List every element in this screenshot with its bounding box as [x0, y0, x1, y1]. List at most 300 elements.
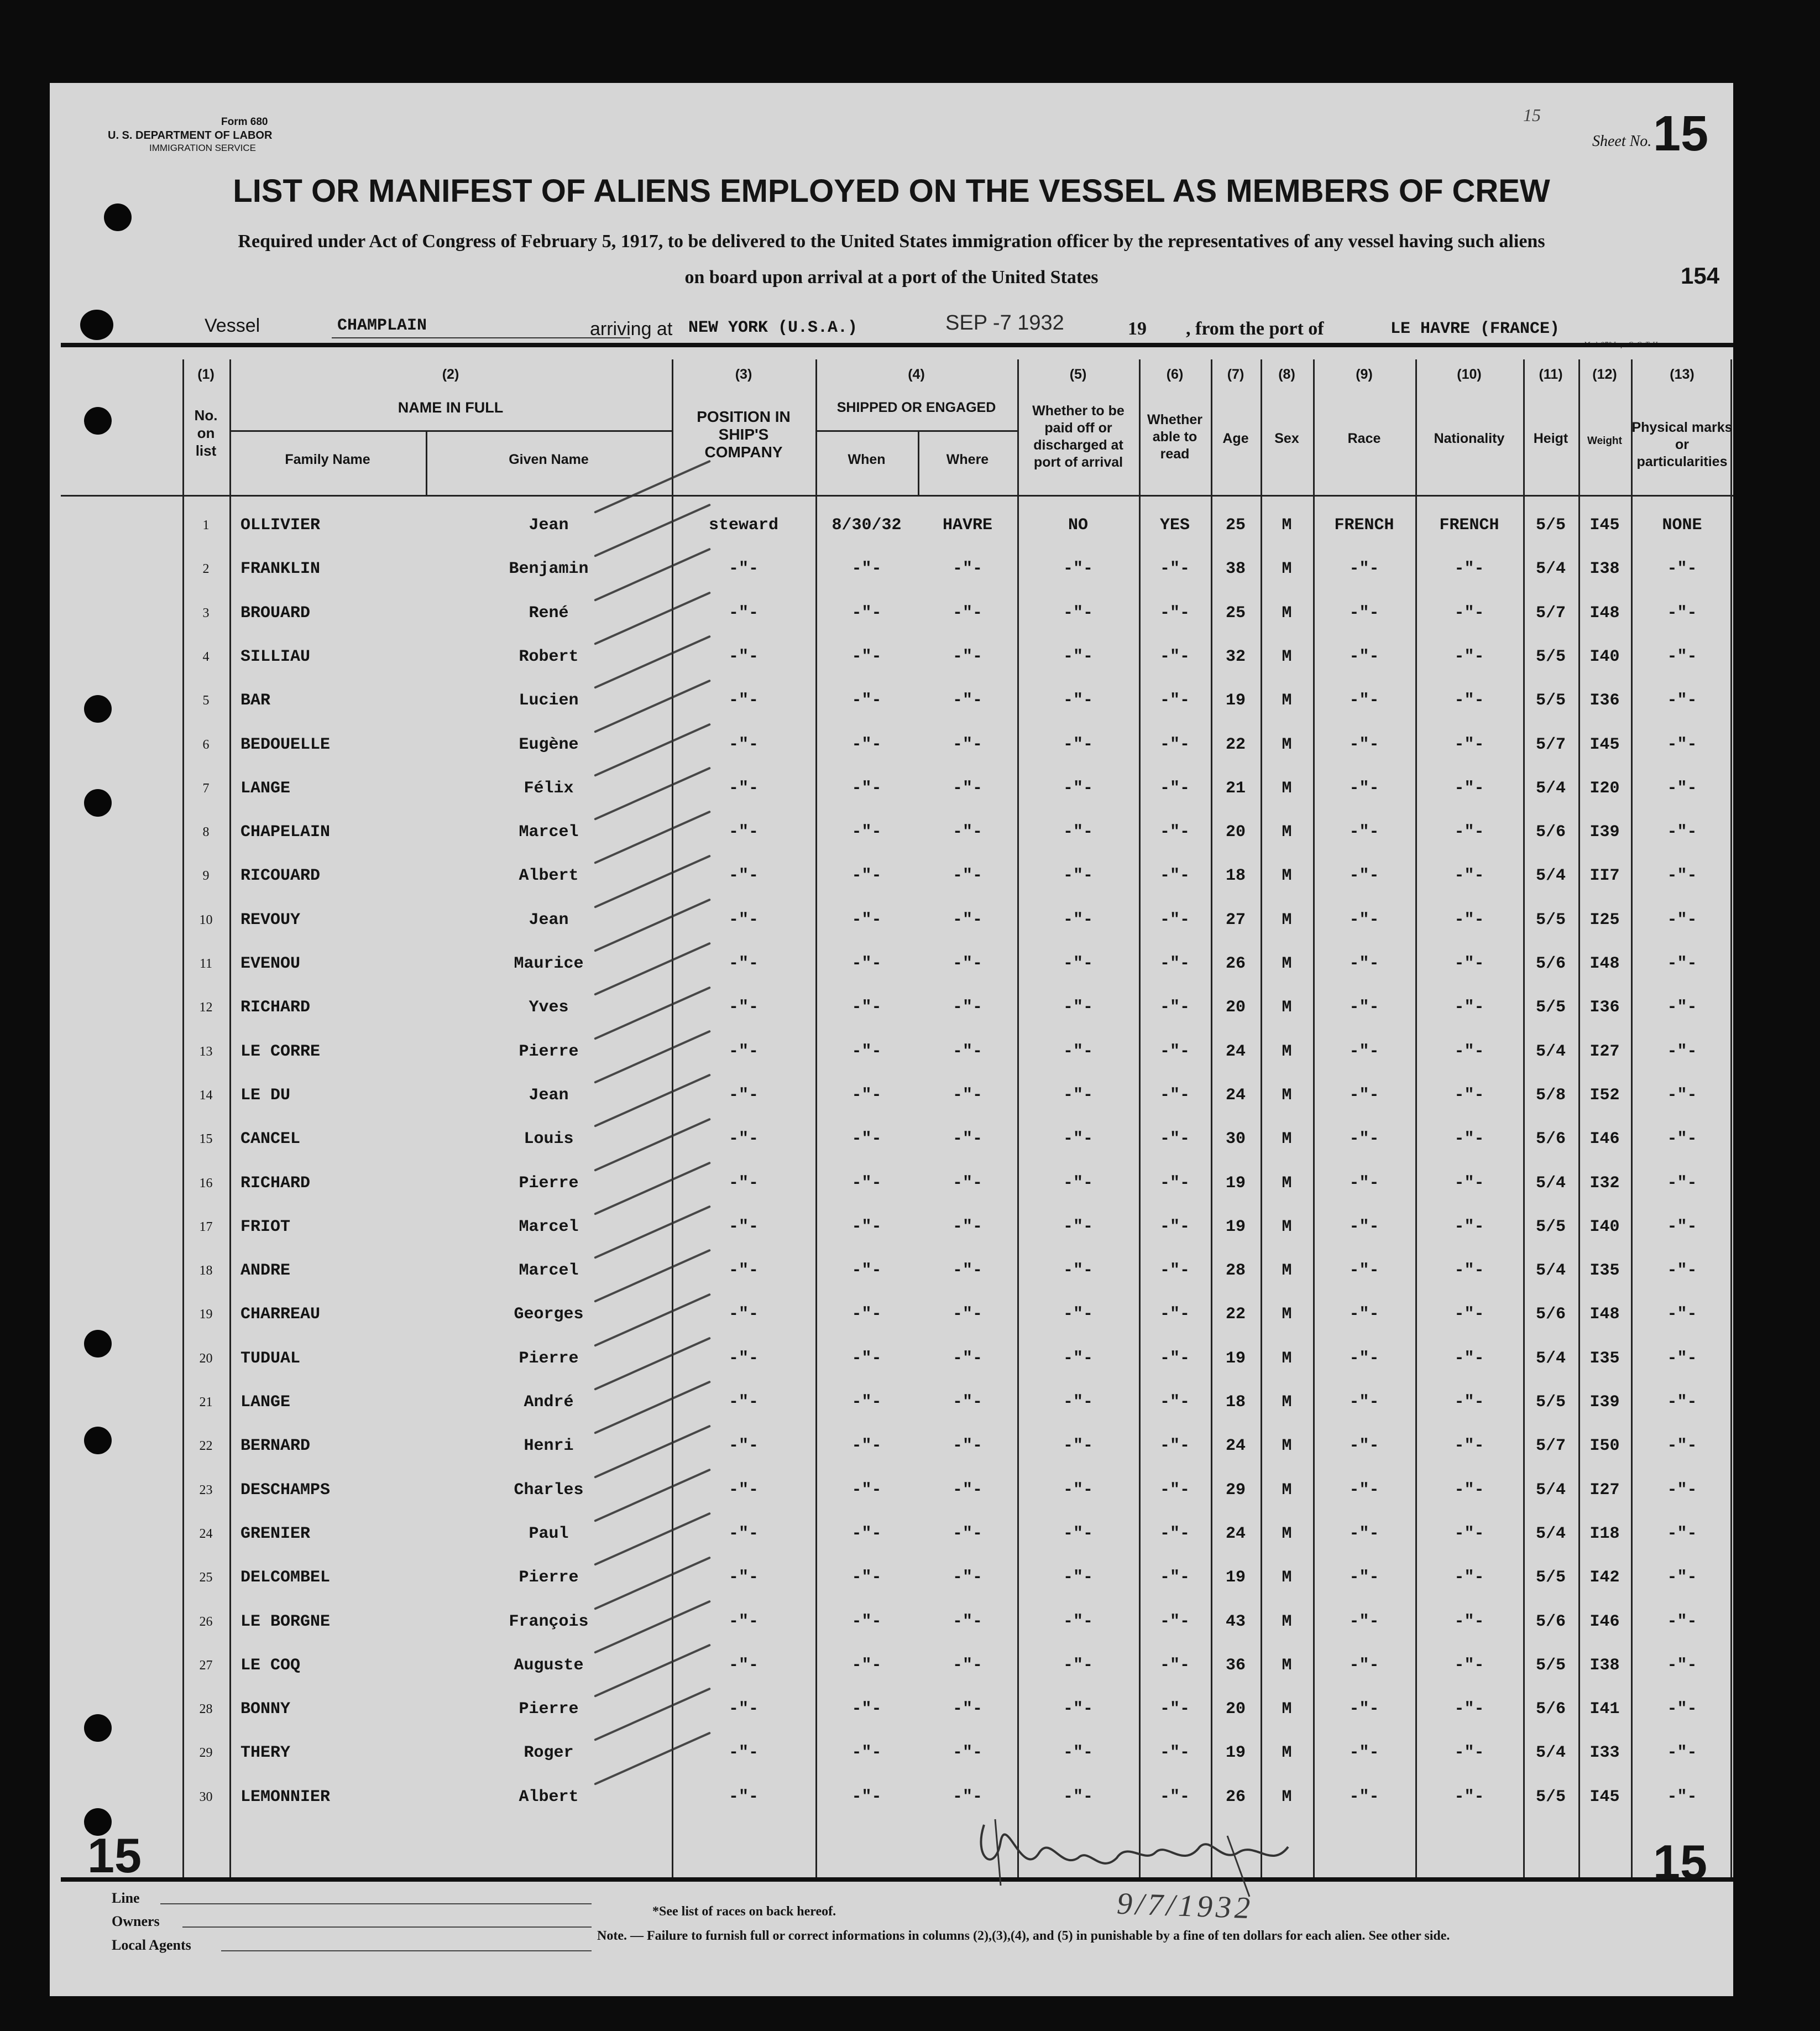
cell-height: 5/7 [1535, 1437, 1566, 1455]
cell-race: -"- [1349, 604, 1379, 623]
cell-family: CHAPELAIN [240, 823, 331, 842]
cell-paid: -"- [1063, 1305, 1093, 1324]
cell-read: -"- [1159, 1393, 1190, 1412]
cell-weight: I48 [1589, 954, 1620, 973]
cell-age: 38 [1225, 560, 1246, 578]
cell-when: -"- [851, 735, 882, 754]
cell-where: -"- [952, 1656, 982, 1675]
subtitle-line-2: on board upon arrival at a port of the United States [684, 267, 1099, 288]
cell-family: ANDRE [240, 1261, 291, 1280]
row-number: 10 [199, 913, 213, 927]
row-number: 6 [202, 738, 210, 752]
cell-family: LE DU [240, 1086, 291, 1105]
cell-race: -"- [1349, 1218, 1379, 1236]
row-number: 27 [199, 1658, 213, 1673]
cell-marks: -"- [1667, 560, 1697, 578]
cell-nat: -"- [1454, 1042, 1484, 1061]
cell-family: THERY [240, 1743, 291, 1762]
cell-sex: M [1282, 1788, 1292, 1807]
cell-given: Lucien [519, 691, 579, 710]
cell-when: -"- [851, 1788, 882, 1807]
cell-age: 27 [1225, 911, 1246, 930]
cell-when: -"- [851, 1218, 882, 1236]
cell-read: -"- [1159, 1174, 1190, 1193]
cell-height: 5/4 [1535, 1261, 1566, 1280]
cell-read: -"- [1159, 1086, 1190, 1105]
vessel-underline [332, 337, 630, 338]
cell-race: -"- [1349, 1437, 1379, 1455]
cell-nat: -"- [1454, 648, 1484, 666]
cell-race: -"- [1349, 691, 1379, 710]
cell-marks: -"- [1667, 1481, 1697, 1500]
cell-read: -"- [1159, 735, 1190, 754]
row-number: 4 [202, 650, 210, 664]
row-number: 9 [202, 869, 210, 883]
punch-hole [84, 789, 112, 817]
cell-pos: -"- [728, 560, 759, 578]
cell-sex: M [1282, 1700, 1292, 1719]
cell-where: -"- [952, 779, 982, 798]
col1-header: No. on list [194, 407, 218, 459]
cell-height: 5/5 [1535, 1393, 1566, 1412]
cell-paid: -"- [1063, 604, 1093, 623]
cell-paid: -"- [1063, 1042, 1093, 1061]
cell-given: François [509, 1612, 589, 1631]
cell-family: BAR [240, 691, 271, 710]
cell-family: TUDUAL [240, 1349, 301, 1368]
cell-nat: -"- [1454, 954, 1484, 973]
date-stamp: SEP -7 1932 [945, 311, 1064, 335]
cell-weight: I33 [1589, 1743, 1620, 1762]
cell-height: 5/5 [1535, 1788, 1566, 1807]
cell-where: -"- [952, 823, 982, 842]
subtitle-line-1: Required under Act of Congress of February 5, 1917, to be delivered to the United States immigration officer by the representatives of any vessel having such aliens [238, 231, 1545, 252]
cell-nat: -"- [1454, 1656, 1484, 1675]
cell-read: -"- [1159, 691, 1190, 710]
column-rule [1017, 359, 1019, 1877]
cell-race: -"- [1349, 1524, 1379, 1543]
cell-race: -"- [1349, 1305, 1379, 1324]
cell-age: 22 [1225, 1305, 1246, 1324]
subheader-rule [229, 430, 672, 432]
cell-nat: -"- [1454, 604, 1484, 623]
cell-read: -"- [1159, 1568, 1190, 1587]
cell-race: -"- [1349, 1568, 1379, 1587]
cell-paid: -"- [1063, 648, 1093, 666]
cell-age: 19 [1225, 691, 1246, 710]
cell-where: -"- [952, 998, 982, 1017]
cell-marks: -"- [1667, 1174, 1697, 1193]
cell-weight: I39 [1589, 823, 1620, 842]
cell-paid: -"- [1063, 1393, 1093, 1412]
arriving-port: NEW YORK (U.S.A.) [688, 319, 858, 337]
page-title: LIST OR MANIFEST OF ALIENS EMPLOYED ON THE VESSEL AS MEMBERS OF CREW [233, 173, 1550, 209]
cell-marks: -"- [1667, 866, 1697, 885]
row-number: 7 [202, 781, 210, 796]
agents-label: Local Agents [112, 1937, 191, 1953]
cell-sex: M [1282, 1743, 1292, 1762]
cell-family: LE COQ [240, 1656, 301, 1675]
cell-family: EVENOU [240, 954, 301, 973]
row-number: 26 [199, 1615, 213, 1629]
cell-nat: -"- [1454, 1612, 1484, 1631]
cell-given: Paul [529, 1524, 569, 1543]
cell-race: -"- [1349, 1612, 1379, 1631]
cell-given: Benjamin [509, 560, 589, 578]
cell-height: 5/5 [1535, 648, 1566, 666]
column-rule [182, 359, 184, 1877]
col2-number: (2) [442, 367, 459, 382]
cell-given: Charles [514, 1481, 584, 1500]
cell-race: -"- [1349, 1700, 1379, 1719]
cell-height: 5/4 [1535, 1524, 1566, 1543]
cell-weight: I39 [1589, 1393, 1620, 1412]
col4-header: SHIPPED OR ENGAGED [836, 400, 996, 415]
cell-read: -"- [1159, 1305, 1190, 1324]
cell-where: -"- [952, 1393, 982, 1412]
cell-family: BERNARD [240, 1437, 311, 1455]
cell-pos: -"- [728, 911, 759, 930]
cell-marks: -"- [1667, 1218, 1697, 1236]
sheet-label: Sheet No. [1592, 133, 1652, 150]
cell-pos: -"- [728, 1261, 759, 1280]
cell-read: -"- [1159, 1218, 1190, 1236]
row-number: 11 [199, 957, 213, 971]
cell-read: -"- [1159, 954, 1190, 973]
cell-paid: -"- [1063, 1349, 1093, 1368]
cell-family: LANGE [240, 1393, 291, 1412]
cell-height: 5/6 [1535, 1700, 1566, 1719]
cell-height: 5/5 [1535, 1656, 1566, 1675]
cell-paid: NO [1068, 516, 1088, 535]
cell-age: 19 [1225, 1218, 1246, 1236]
row-number: 8 [202, 825, 210, 839]
cell-where: -"- [952, 1218, 982, 1236]
col6-number: (6) [1166, 367, 1184, 382]
cell-paid: -"- [1063, 866, 1093, 885]
cell-given: Albert [519, 866, 579, 885]
cell-marks: -"- [1667, 1524, 1697, 1543]
col13-header: Physical marks or particularities [1631, 420, 1733, 469]
cell-sex: M [1282, 1568, 1292, 1587]
cell-read: -"- [1159, 1788, 1190, 1807]
cell-given: Georges [514, 1305, 584, 1324]
cell-when: -"- [851, 954, 882, 973]
cell-weight: I40 [1589, 648, 1620, 666]
cell-race: FRENCH [1334, 516, 1394, 535]
cell-when: -"- [851, 823, 882, 842]
cell-when: -"- [851, 560, 882, 578]
cell-where: -"- [952, 560, 982, 578]
cell-sex: M [1282, 1086, 1292, 1105]
cell-pos: -"- [728, 1218, 759, 1236]
cell-given: Jean [529, 911, 569, 930]
cell-weight: I45 [1589, 1788, 1620, 1807]
cell-age: 24 [1225, 1437, 1246, 1455]
column-rule [1578, 359, 1580, 1877]
col10-number: (10) [1457, 367, 1482, 382]
cell-height: 5/4 [1535, 866, 1566, 885]
cell-when: -"- [851, 691, 882, 710]
cell-paid: -"- [1063, 954, 1093, 973]
cell-marks: -"- [1667, 648, 1697, 666]
cell-marks: -"- [1667, 604, 1697, 623]
cell-sex: M [1282, 1437, 1292, 1455]
cell-when: -"- [851, 648, 882, 666]
cell-height: 5/5 [1535, 516, 1566, 535]
cell-age: 20 [1225, 823, 1246, 842]
cell-pos: -"- [728, 779, 759, 798]
col6-header: Whether able to read [1147, 412, 1202, 462]
cell-nat: -"- [1454, 1393, 1484, 1412]
cell-nat: -"- [1454, 735, 1484, 754]
cell-where: -"- [952, 1788, 982, 1807]
cell-when: -"- [851, 1524, 882, 1543]
cell-race: -"- [1349, 1174, 1379, 1193]
cell-race: -"- [1349, 779, 1379, 798]
cell-given: Roger [524, 1743, 574, 1762]
cell-sex: M [1282, 1612, 1292, 1631]
cell-age: 19 [1225, 1743, 1246, 1762]
table-top-rule [61, 343, 1733, 347]
cell-where: -"- [952, 866, 982, 885]
cell-pos: -"- [728, 954, 759, 973]
cell-sex: M [1282, 954, 1292, 973]
cell-given: Robert [519, 648, 579, 666]
cell-when: -"- [851, 1174, 882, 1193]
cell-age: 25 [1225, 604, 1246, 623]
cell-pos: -"- [728, 1393, 759, 1412]
cell-sex: M [1282, 516, 1292, 535]
col11-header: Heigt [1533, 431, 1568, 446]
cell-age: 20 [1225, 1700, 1246, 1719]
cell-pos: -"- [728, 604, 759, 623]
cell-weight: I45 [1589, 735, 1620, 754]
cell-marks: -"- [1667, 1130, 1697, 1148]
cell-race: -"- [1349, 823, 1379, 842]
row-number: 19 [199, 1307, 213, 1322]
punch-hole [84, 1714, 112, 1742]
cell-weight: I42 [1589, 1568, 1620, 1587]
cell-given: Pierre [519, 1568, 579, 1587]
cell-read: -"- [1159, 648, 1190, 666]
cell-where: -"- [952, 1349, 982, 1368]
cell-where: -"- [952, 954, 982, 973]
cell-nat: -"- [1454, 1261, 1484, 1280]
column-rule [229, 359, 231, 1877]
cell-pos: -"- [728, 1481, 759, 1500]
stamped-number: 154 [1681, 263, 1720, 289]
cell-pos: -"- [728, 691, 759, 710]
column-rule [1415, 359, 1417, 1877]
cell-read: -"- [1159, 1349, 1190, 1368]
cell-paid: -"- [1063, 560, 1093, 578]
row-number: 15 [199, 1132, 213, 1146]
col7-number: (7) [1227, 367, 1244, 382]
cell-height: 5/6 [1535, 823, 1566, 842]
cell-where: -"- [952, 1700, 982, 1719]
cell-read: -"- [1159, 1612, 1190, 1631]
cell-pos: -"- [728, 1437, 759, 1455]
cell-where: -"- [952, 648, 982, 666]
cell-weight: I38 [1589, 1656, 1620, 1675]
cell-given: Maurice [514, 954, 584, 973]
row-number: 20 [199, 1351, 213, 1366]
cell-race: -"- [1349, 1261, 1379, 1280]
cell-when: -"- [851, 1437, 882, 1455]
cell-family: OLLIVIER [240, 516, 321, 535]
cell-read: -"- [1159, 1700, 1190, 1719]
cell-sex: M [1282, 1218, 1292, 1236]
cell-race: -"- [1349, 954, 1379, 973]
races-note: *See list of races on back hereof. [652, 1904, 836, 1919]
cell-paid: -"- [1063, 1218, 1093, 1236]
cell-family: CHARREAU [240, 1305, 321, 1324]
cell-pos: -"- [728, 1349, 759, 1368]
col9-number: (9) [1356, 367, 1373, 382]
cell-paid: -"- [1063, 1437, 1093, 1455]
cell-height: 5/5 [1535, 1568, 1566, 1587]
cell-nat: -"- [1454, 560, 1484, 578]
cell-paid: -"- [1063, 911, 1093, 930]
cell-given: Félix [524, 779, 574, 798]
cell-height: 5/5 [1535, 911, 1566, 930]
cell-given: Yves [529, 998, 569, 1017]
cell-age: 19 [1225, 1174, 1246, 1193]
cell-pos: -"- [728, 1612, 759, 1631]
cell-when: -"- [851, 1700, 882, 1719]
cell-age: 18 [1225, 866, 1246, 885]
cell-marks: -"- [1667, 954, 1697, 973]
cell-read: -"- [1159, 1130, 1190, 1148]
cell-sex: M [1282, 648, 1292, 666]
cell-pos: -"- [728, 648, 759, 666]
cell-paid: -"- [1063, 1700, 1093, 1719]
cell-race: -"- [1349, 1130, 1379, 1148]
owners-label: Owners [112, 1913, 160, 1929]
cell-paid: -"- [1063, 1130, 1093, 1148]
cell-marks: -"- [1667, 1305, 1697, 1324]
header-bottom-rule [61, 495, 1733, 497]
cell-given: André [524, 1393, 574, 1412]
cell-race: -"- [1349, 1788, 1379, 1807]
cell-where: -"- [952, 1743, 982, 1762]
cell-race: -"- [1349, 911, 1379, 930]
manifest-sheet [50, 83, 1733, 1996]
cell-sex: M [1282, 1174, 1292, 1193]
col4b-header: Where [946, 452, 989, 467]
cell-race: -"- [1349, 735, 1379, 754]
cell-nat: -"- [1454, 691, 1484, 710]
cell-weight: I38 [1589, 560, 1620, 578]
cell-paid: -"- [1063, 1612, 1093, 1631]
col4a-header: When [848, 452, 886, 467]
cell-where: -"- [952, 1481, 982, 1500]
cell-when: -"- [851, 866, 882, 885]
cell-height: 5/4 [1535, 560, 1566, 578]
sheet-number-bottom-left: 15 [87, 1828, 142, 1883]
cell-marks: -"- [1667, 998, 1697, 1017]
cell-family: LEMONNIER [240, 1788, 331, 1807]
col3-header: POSITION IN SHIP'S COMPANY [697, 408, 791, 461]
cell-race: -"- [1349, 1086, 1379, 1105]
cell-height: 5/8 [1535, 1086, 1566, 1105]
cell-when: -"- [851, 1612, 882, 1631]
cell-sex: M [1282, 1524, 1292, 1543]
cell-when: -"- [851, 1393, 882, 1412]
cell-paid: -"- [1063, 998, 1093, 1017]
cell-weight: I46 [1589, 1612, 1620, 1631]
row-number: 24 [199, 1527, 213, 1541]
cell-weight: I35 [1589, 1261, 1620, 1280]
cell-where: -"- [952, 604, 982, 623]
cell-paid: -"- [1063, 1568, 1093, 1587]
cell-nat: -"- [1454, 1743, 1484, 1762]
departure-port: LE HAVRE (FRANCE) [1390, 320, 1560, 338]
cell-when: -"- [851, 1086, 882, 1105]
cell-pos: -"- [728, 1700, 759, 1719]
subheader-rule [815, 430, 1017, 432]
row-number: 22 [199, 1439, 213, 1453]
cell-height: 5/5 [1535, 998, 1566, 1017]
cell-where: -"- [952, 1042, 982, 1061]
cell-height: 5/4 [1535, 1042, 1566, 1061]
cell-pos: -"- [728, 823, 759, 842]
owners-underline [182, 1926, 592, 1928]
cell-sex: M [1282, 779, 1292, 798]
row-number: 21 [199, 1395, 213, 1409]
cell-pos: -"- [728, 1788, 759, 1807]
cell-sex: M [1282, 735, 1292, 754]
cell-race: -"- [1349, 1656, 1379, 1675]
column-rule [1139, 359, 1141, 1877]
cell-marks: -"- [1667, 1788, 1697, 1807]
row-number: 30 [199, 1790, 213, 1804]
row-number: 14 [199, 1088, 213, 1103]
cell-paid: -"- [1063, 1481, 1093, 1500]
form-number: Form 680 [221, 116, 268, 128]
cell-marks: -"- [1667, 1612, 1697, 1631]
cell-given: Pierre [519, 1349, 579, 1368]
cell-paid: -"- [1063, 1086, 1093, 1105]
cell-read: -"- [1159, 1042, 1190, 1061]
cell-marks: NONE [1662, 516, 1702, 535]
cell-pos: -"- [728, 998, 759, 1017]
cell-pos: -"- [728, 866, 759, 885]
cell-where: HAVRE [942, 516, 992, 535]
col10-header: Nationality [1434, 431, 1505, 446]
cell-age: 43 [1225, 1612, 1246, 1631]
cell-nat: -"- [1454, 823, 1484, 842]
cell-marks: -"- [1667, 735, 1697, 754]
cell-family: BONNY [240, 1700, 291, 1719]
cell-height: 5/4 [1535, 1349, 1566, 1368]
cell-height: 5/5 [1535, 691, 1566, 710]
cell-paid: -"- [1063, 1524, 1093, 1543]
cell-paid: -"- [1063, 779, 1093, 798]
cell-family: RICHARD [240, 998, 311, 1017]
cell-weight: II7 [1589, 866, 1620, 885]
cell-marks: -"- [1667, 1349, 1697, 1368]
cell-sex: M [1282, 1481, 1292, 1500]
cell-when: -"- [851, 911, 882, 930]
cell-given: Pierre [519, 1042, 579, 1061]
cell-nat: -"- [1454, 1174, 1484, 1193]
column-rule [1523, 359, 1525, 1877]
table-bottom-rule [61, 1877, 1733, 1882]
cell-family: CANCEL [240, 1130, 301, 1148]
vessel-name: CHAMPLAIN [337, 316, 427, 335]
